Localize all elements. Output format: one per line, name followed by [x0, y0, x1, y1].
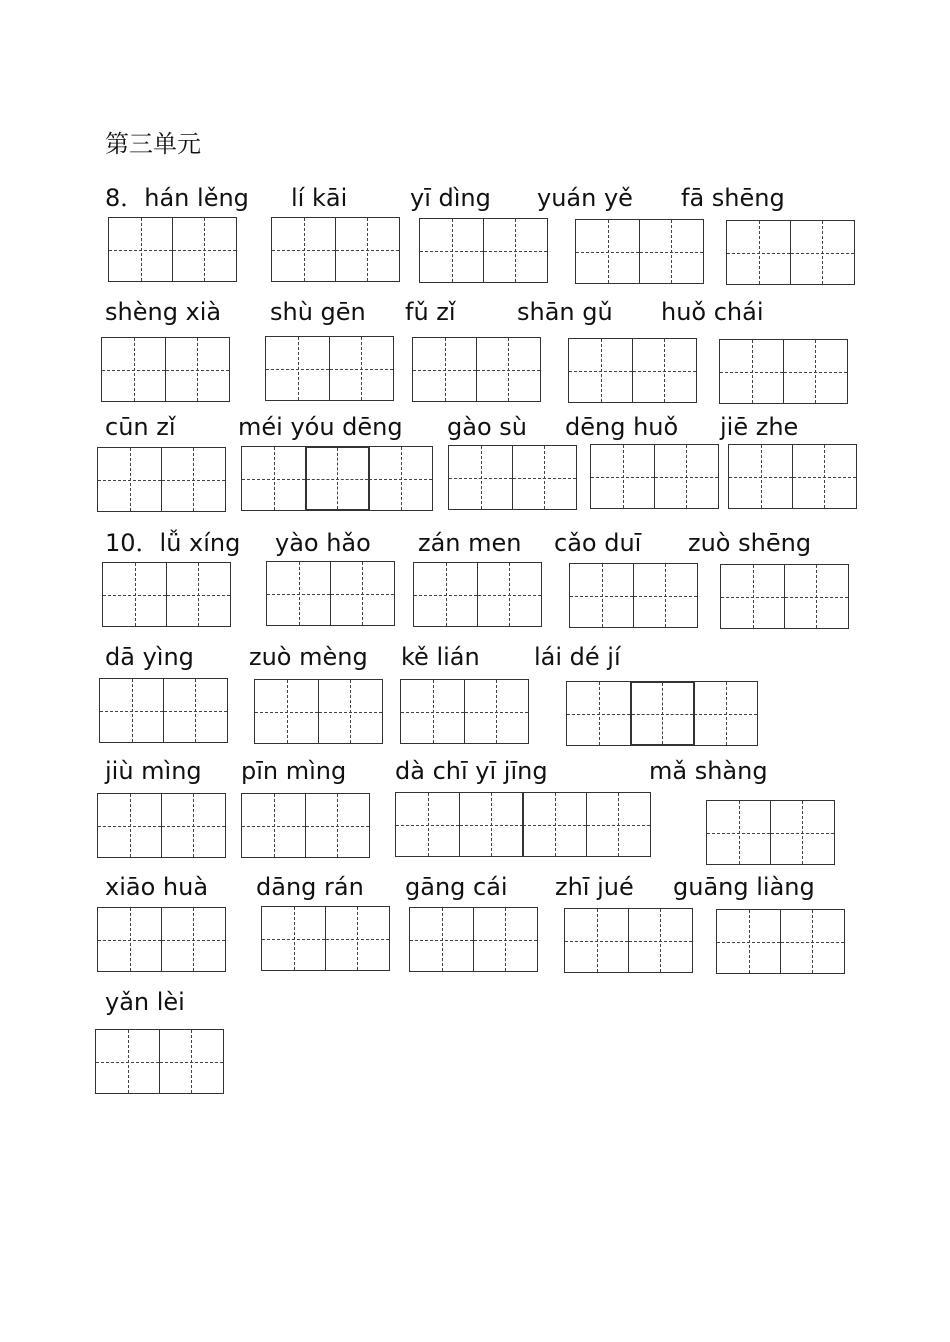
writing-grid[interactable] [419, 218, 548, 283]
pinyin-label: dà chī yī jīng [395, 757, 548, 785]
writing-cell[interactable] [305, 446, 370, 511]
pinyin-label: zán men [418, 529, 522, 557]
writing-cell[interactable] [329, 336, 394, 401]
pinyin-label: shù gēn [270, 298, 366, 326]
pinyin-label: dā yìng [105, 643, 194, 671]
writing-cell[interactable] [654, 444, 719, 509]
writing-cell[interactable] [564, 908, 629, 973]
writing-cell[interactable] [792, 444, 857, 509]
writing-cell[interactable] [459, 792, 524, 857]
writing-grid[interactable] [395, 792, 651, 857]
writing-grid[interactable] [271, 217, 400, 282]
pinyin-label: dāng rán [256, 873, 364, 901]
writing-grid[interactable] [719, 339, 848, 404]
writing-grid[interactable] [241, 446, 433, 511]
writing-cell[interactable] [780, 909, 845, 974]
writing-grid[interactable] [261, 906, 390, 971]
unit-title: 第三单元 [105, 130, 201, 158]
pinyin-label: zhī jué [555, 873, 634, 901]
writing-cell[interactable] [241, 446, 306, 511]
writing-cell[interactable] [419, 218, 484, 283]
writing-cell[interactable] [271, 217, 336, 282]
writing-grid[interactable] [400, 679, 529, 744]
writing-cell[interactable] [161, 447, 226, 512]
writing-grid[interactable] [728, 444, 857, 509]
pinyin-label: zuò mèng [249, 643, 368, 671]
writing-grid[interactable] [412, 337, 541, 402]
writing-cell[interactable] [512, 445, 577, 510]
writing-grid[interactable] [566, 681, 758, 746]
pinyin-label: shèng xià [105, 298, 222, 326]
pinyin-label: yǎn lèi [105, 988, 185, 1016]
writing-cell[interactable] [159, 1029, 224, 1094]
writing-cell[interactable] [568, 338, 633, 403]
writing-grid[interactable] [265, 336, 394, 401]
writing-cell[interactable] [630, 681, 695, 746]
pinyin-label: zuò shēng [688, 529, 812, 557]
writing-cell[interactable] [790, 220, 855, 285]
pinyin-label: dēng huǒ [565, 413, 679, 441]
writing-grid[interactable] [266, 561, 395, 626]
writing-cell[interactable] [165, 337, 230, 402]
writing-cell[interactable] [172, 217, 237, 282]
writing-grid[interactable] [569, 563, 698, 628]
writing-cell[interactable] [464, 679, 529, 744]
writing-cell[interactable] [97, 447, 162, 512]
writing-cell[interactable] [483, 218, 548, 283]
writing-cell[interactable] [95, 1029, 160, 1094]
writing-cell[interactable] [784, 564, 849, 629]
writing-cell[interactable] [448, 445, 513, 510]
writing-cell[interactable] [476, 337, 541, 402]
pinyin-label: huǒ chái [661, 298, 764, 326]
writing-grid[interactable] [590, 444, 719, 509]
pinyin-label: fǔ zǐ [405, 298, 456, 326]
pinyin-label: guāng liàng [673, 873, 815, 901]
writing-cell[interactable] [522, 792, 587, 857]
pinyin-label: 10．lǚ xíng [105, 529, 241, 557]
writing-cell[interactable] [706, 800, 771, 865]
writing-cell[interactable] [266, 561, 331, 626]
writing-grid[interactable] [102, 562, 231, 627]
writing-grid[interactable] [95, 1029, 224, 1094]
writing-cell[interactable] [409, 907, 474, 972]
writing-grid[interactable] [706, 800, 835, 865]
writing-cell[interactable] [783, 339, 848, 404]
writing-grid[interactable] [241, 793, 370, 858]
pinyin-label: gào sù [447, 413, 527, 441]
pinyin-label: shān gǔ [517, 298, 613, 326]
writing-cell[interactable] [265, 336, 330, 401]
writing-cell[interactable] [108, 217, 173, 282]
pinyin-label: 8．hán lěng [105, 184, 249, 212]
pinyin-label: lí kāi [291, 184, 348, 212]
writing-grid[interactable] [254, 679, 383, 744]
writing-cell[interactable] [161, 907, 226, 972]
writing-grid[interactable] [716, 909, 845, 974]
writing-cell[interactable] [566, 681, 631, 746]
pinyin-label: cǎo duī [554, 529, 642, 557]
writing-grid[interactable] [99, 678, 228, 743]
writing-cell[interactable] [97, 793, 162, 858]
writing-cell[interactable] [473, 907, 538, 972]
writing-cell[interactable] [241, 793, 306, 858]
writing-cell[interactable] [261, 906, 326, 971]
writing-cell[interactable] [586, 792, 651, 857]
writing-cell[interactable] [368, 446, 433, 511]
writing-cell[interactable] [569, 563, 634, 628]
writing-grid[interactable] [413, 562, 542, 627]
writing-cell[interactable] [639, 219, 704, 284]
pinyin-label: lái dé jí [534, 643, 621, 671]
writing-cell[interactable] [726, 220, 791, 285]
writing-cell[interactable] [400, 679, 465, 744]
writing-grid[interactable] [448, 445, 577, 510]
writing-cell[interactable] [728, 444, 793, 509]
writing-grid[interactable] [720, 564, 849, 629]
writing-cell[interactable] [330, 561, 395, 626]
writing-cell[interactable] [770, 800, 835, 865]
pinyin-label: jiù mìng [105, 757, 202, 785]
writing-cell[interactable] [254, 679, 319, 744]
writing-grid[interactable] [564, 908, 693, 973]
writing-cell[interactable] [101, 337, 166, 402]
pinyin-label: fā shēng [681, 184, 785, 212]
writing-cell[interactable] [163, 678, 228, 743]
writing-cell[interactable] [633, 563, 698, 628]
pinyin-label: yuán yě [537, 184, 633, 212]
writing-grid[interactable] [568, 338, 697, 403]
writing-cell[interactable] [719, 339, 784, 404]
writing-cell[interactable] [628, 908, 693, 973]
writing-grid[interactable] [97, 907, 226, 972]
writing-cell[interactable] [318, 679, 383, 744]
writing-cell[interactable] [97, 907, 162, 972]
writing-cell[interactable] [305, 793, 370, 858]
pinyin-label: mǎ shàng [649, 757, 768, 785]
pinyin-label: cūn zǐ [105, 413, 176, 441]
writing-grid[interactable] [409, 907, 538, 972]
writing-cell[interactable] [632, 338, 697, 403]
pinyin-label: xiāo huà [105, 873, 209, 901]
pinyin-label: kě lián [401, 643, 480, 671]
writing-cell[interactable] [716, 909, 781, 974]
writing-grid[interactable] [575, 219, 704, 284]
writing-grid[interactable] [101, 337, 230, 402]
pinyin-label: yào hǎo [275, 529, 371, 557]
writing-cell[interactable] [335, 217, 400, 282]
writing-grid[interactable] [97, 793, 226, 858]
writing-cell[interactable] [477, 562, 542, 627]
pinyin-label: gāng cái [405, 873, 508, 901]
writing-cell[interactable] [325, 906, 390, 971]
writing-cell[interactable] [99, 678, 164, 743]
writing-cell[interactable] [693, 681, 758, 746]
writing-cell[interactable] [161, 793, 226, 858]
writing-cell[interactable] [412, 337, 477, 402]
pinyin-label: pīn mìng [241, 757, 347, 785]
writing-grid[interactable] [108, 217, 237, 282]
writing-cell[interactable] [395, 792, 460, 857]
writing-cell[interactable] [102, 562, 167, 627]
pinyin-label: jiē zhe [720, 413, 799, 441]
writing-cell[interactable] [720, 564, 785, 629]
writing-cell[interactable] [575, 219, 640, 284]
pinyin-label: méi yóu dēng [238, 413, 403, 441]
writing-cell[interactable] [590, 444, 655, 509]
writing-cell[interactable] [413, 562, 478, 627]
writing-grid[interactable] [726, 220, 855, 285]
writing-grid[interactable] [97, 447, 226, 512]
writing-cell[interactable] [166, 562, 231, 627]
pinyin-label: yī dìng [410, 184, 491, 212]
